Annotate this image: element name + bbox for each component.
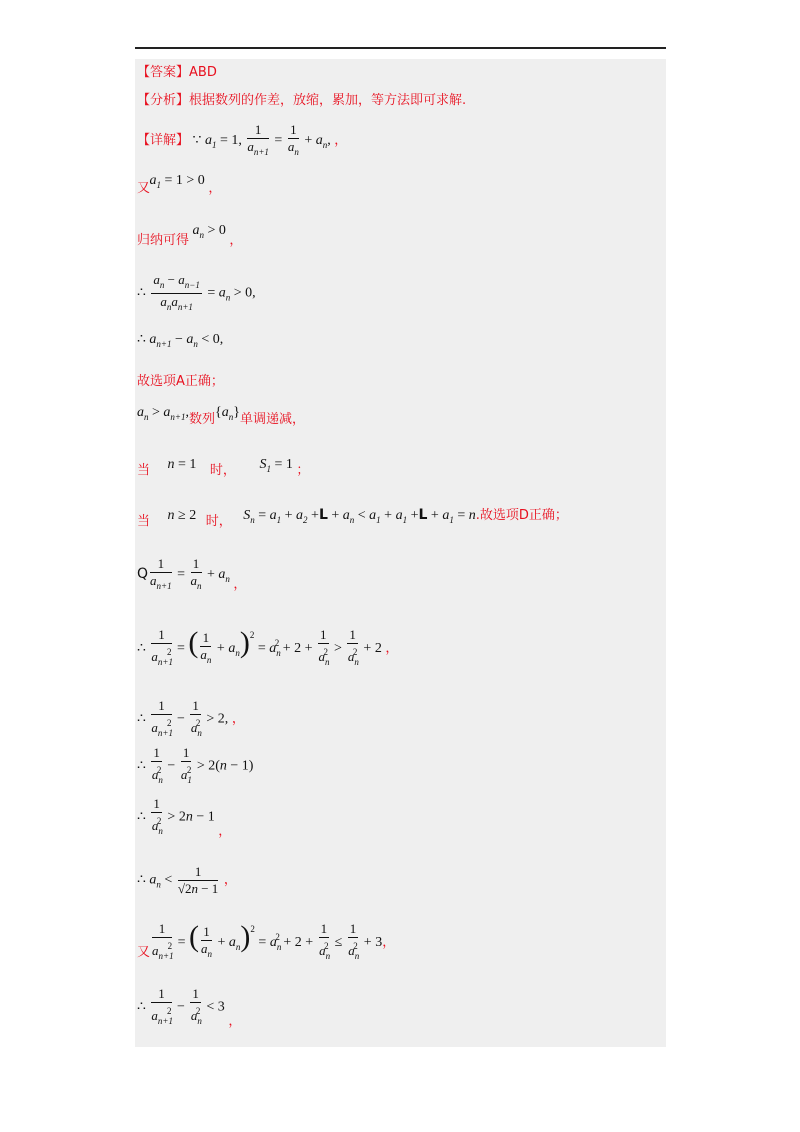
- line-second-square: 又 $\frac{1}{a_{n+1}^2}$ = ( $\frac{1}{a_n}$ + $a_n)^2 = a_n^2 + 2$ + $\frac{1}{a_n^2}$ ≤ $\frac{1}{a_n^2}$ + 3，: [137, 920, 396, 962]
- word-you: 又: [137, 181, 151, 196]
- comma: ，: [334, 133, 348, 149]
- formula-monotonic: $a_n > a_{n+1}$,: [137, 405, 189, 422]
- answer-value: ABD: [189, 65, 217, 80]
- analysis-line: [137, 92, 466, 110]
- formula-recurrence: Q $\frac{1}{a_{n+1}}$ = $\frac{1}{a_n}$ + $a_n$ ，: [137, 556, 247, 593]
- formula-s1: $S_1 = 1$: [259, 457, 293, 474]
- formula-upper-bound: ∴ $a_n$ < $\frac{1}{√2n - 1}$ ，: [137, 864, 237, 896]
- analysis-label: 【分析】: [137, 93, 190, 108]
- conclusion-a: [137, 373, 224, 391]
- formula-n-ge-2: n ≥ 2: [167, 508, 197, 523]
- line-monotonic: [137, 404, 305, 426]
- detail-line: [137, 122, 347, 160]
- header-rule: [135, 47, 666, 49]
- formula-given: ∵ $a_1 = 1$, $\frac{1}{a_{n+1}}$ = $\frac{1}{a_n}$ + $a_n$,: [192, 122, 335, 157]
- formula-square: ∴ $\frac{1}{a_{n+1}^2}$ = ( $\frac{1}{a_n}$ + $a_n)^2 = a_n^2 + 2$ + $\frac{1}{a_n^2}$ > $\frac{1}{a_n^2}$ + 2 ，: [137, 626, 399, 668]
- formula-sequence: $\{a_n\}$: [215, 405, 240, 422]
- answer-label: 【答案】: [137, 65, 190, 80]
- analysis-text: 根据数列的作差，放缩，累加，等方法即可求解.: [189, 93, 467, 108]
- word-guina: 归纳可得: [137, 233, 190, 248]
- conclusion-a-text: 故选项A正确；: [137, 374, 224, 389]
- formula-accumulate: ∴ $\frac{1}{a_n^2}$ − $\frac{1}{a_1^2}$ > 2(n − 1): [137, 745, 254, 785]
- word-dang: 当: [137, 463, 151, 478]
- line-induction: 归纳可得 $a_n > 0$ ，: [137, 223, 243, 248]
- line-n-equals-1: 当 n = 1 时， $S_1 = 1$ ；: [137, 457, 310, 478]
- formula-square-upper: $\frac{1}{a_{n+1}^2}$ = ( $\frac{1}{a_n}$ + $a_n)^2 = a_n^2 + 2$ + $\frac{1}{a_n^2}$ ≤ $\frac{1}{a_n^2}$ + 3: [152, 920, 383, 962]
- word-shulie: 数列: [188, 412, 215, 427]
- formula-an-positive: $a_n > 0$: [192, 223, 226, 240]
- formula-sum-bound: $S_n = a_1 + a_2 +L + a_n < a_1 + a_1 +L + a_1 = n$: [243, 507, 476, 525]
- conclusion-d-text: .故选项D正确；: [475, 508, 568, 523]
- answer-line: [137, 64, 217, 82]
- formula-diff-lt-3: ∴ $\frac{1}{a_{n+1}^2}$ − $\frac{1}{a_n^2}$ < 3 ，: [137, 986, 242, 1029]
- formula-n-eq-1: n = 1: [167, 457, 197, 472]
- detail-label: 【详解】: [137, 133, 190, 148]
- formula-decreasing: ∴ $a_{n+1} - a_n < 0$,: [137, 332, 224, 349]
- line-a1-positive: 又 $a_1 = 1 > 0$ ，: [137, 173, 222, 196]
- solution-panel: [135, 59, 666, 1047]
- word-shi: 时，: [209, 463, 236, 478]
- formula-a1-positive: $a_1 = 1 > 0$: [149, 173, 205, 190]
- formula-difference: ∴ $\frac{a_n - a_{n-1}}{a_na_{n+1}}$ = $a_n > 0$,: [137, 272, 256, 312]
- formula-inverse-square-bound: ∴ $\frac{1}{a_n^2}$ > 2n − 1 ，: [137, 796, 232, 839]
- word-dandiao: 单调递减，: [239, 412, 305, 427]
- line-n-ge-2: 当 n ≥ 2 时， $S_n = a_1 + a_2 +L + a_n < a_1 + a_1 +L + a_1 = n$.故选项D正确；: [137, 507, 568, 529]
- formula-diff-gt-2: ∴ $\frac{1}{a_{n+1}^2}$ − $\frac{1}{a_n^2}$ > 2, ，: [137, 698, 245, 738]
